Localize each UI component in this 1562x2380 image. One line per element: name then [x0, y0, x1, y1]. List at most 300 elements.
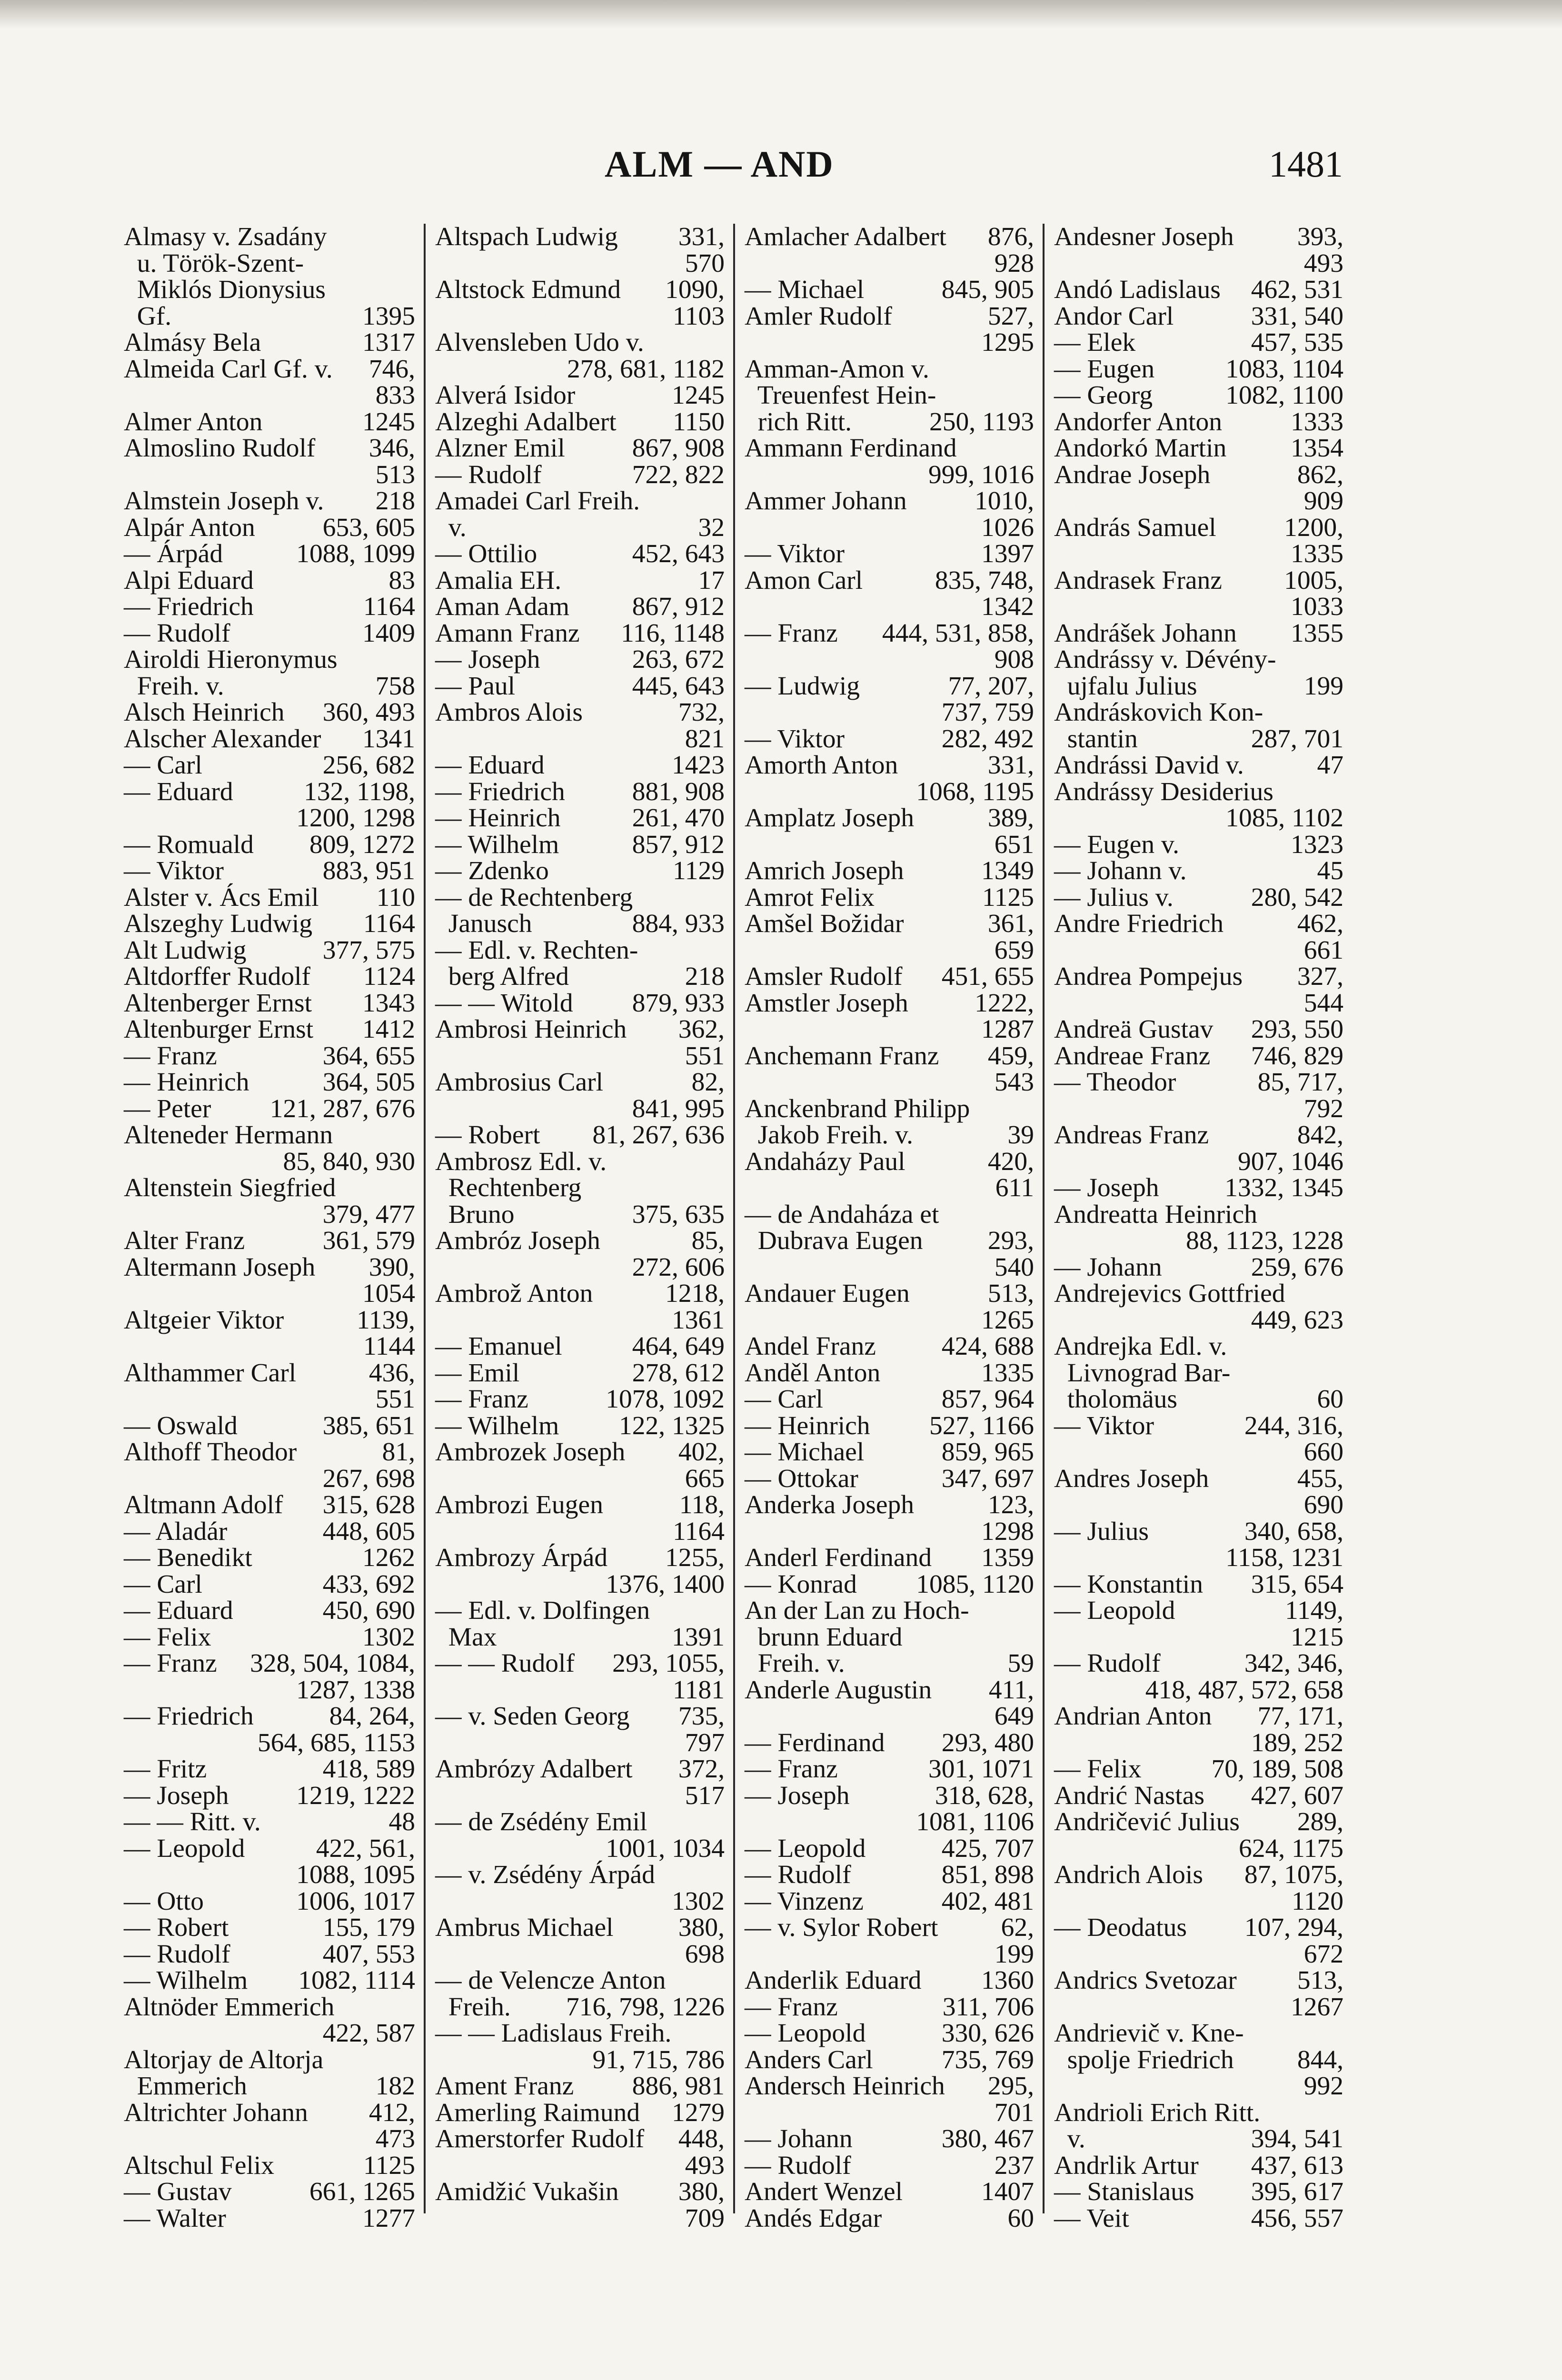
index-entry-line [435, 1809, 725, 1835]
entry-page-refs: 81, 267, 636 [592, 1121, 725, 1150]
index-entry-line [745, 1333, 1034, 1360]
index-entry-line [745, 1518, 1034, 1545]
entry-page-refs: 1149, [1285, 1596, 1343, 1625]
index-entry-line [124, 277, 415, 303]
entry-page-refs: 1006, 1017 [296, 1886, 415, 1916]
index-entry-line [745, 726, 1034, 753]
index-entry-line [745, 699, 1034, 726]
entry-name: Ambrozek Joseph [435, 1438, 626, 1467]
entry-name: Treuenfest Hein- [745, 381, 936, 410]
entry-name: — Wilhelm [124, 1966, 248, 1995]
index-entry-line [435, 2126, 725, 2152]
index-entry-line [435, 911, 725, 937]
index-entry-line [435, 277, 725, 303]
index-entry-line [435, 1096, 725, 1122]
index-entry-line [124, 1043, 415, 1070]
index-entry-line [1054, 224, 1343, 250]
entry-page-refs: 59 [1007, 1649, 1034, 1678]
entry-page-refs: 424, 688 [941, 1332, 1034, 1361]
index-entry-line [124, 858, 415, 884]
entry-name: Amerling Raimund [435, 2098, 640, 2127]
entry-name: Alster v. Ács Emil [124, 883, 319, 912]
entry-name: Altschul Felix [124, 2151, 275, 2180]
entry-page-refs: 422, 587 [322, 2019, 415, 2048]
index-entry-line [1054, 1360, 1343, 1387]
entry-name: Altrichter Johann [124, 2098, 308, 2127]
index-entry-line [745, 1571, 1034, 1598]
entry-page-refs: 1245 [672, 381, 725, 410]
entry-name: — Felix [124, 1622, 211, 1652]
index-entry-line [124, 2100, 415, 2126]
entry-name: — Aladár [124, 1517, 228, 1546]
entry-name: Altenburger Ernst [124, 1015, 314, 1044]
entry-name: Andrae Joseph [1054, 460, 1211, 489]
index-entry-line [1054, 488, 1343, 515]
index-entry-line [1054, 884, 1343, 911]
entry-name: — Ottilio [435, 539, 537, 568]
index-entry-line [1054, 1307, 1343, 1334]
entry-page-refs: 716, 798, 1226 [566, 1992, 725, 2022]
index-entry-line [124, 726, 415, 753]
entry-page-refs: 60 [1317, 1385, 1343, 1414]
index-entry-line [124, 1730, 415, 1756]
entry-page-refs: 199 [1303, 671, 1343, 701]
index-entry-line [745, 990, 1034, 1017]
entry-name: Altmann Adolf [124, 1490, 283, 1519]
entry-page-refs: 1245 [362, 407, 415, 436]
index-entry-line [1054, 752, 1343, 779]
entry-page-refs: 1395 [362, 301, 415, 331]
index-entry-line [1054, 462, 1343, 488]
index-entry-line [1054, 779, 1343, 805]
entry-name: — Carl [124, 1569, 202, 1599]
index-entry-line [1054, 541, 1343, 567]
entry-page-refs: 433, 692 [322, 1569, 415, 1599]
index-entry-line [435, 1439, 725, 1466]
index-entry-line [435, 1835, 725, 1862]
entry-page-refs: 272, 606 [632, 1252, 725, 1282]
index-entry-line [124, 2126, 415, 2152]
index-entry-line [435, 2100, 725, 2126]
entry-page-refs: 331, [678, 222, 725, 251]
entry-name: — Viktor [745, 539, 845, 568]
entry-name: — Benedikt [124, 1543, 252, 1572]
index-entry-line [435, 990, 725, 1017]
index-entry-line [124, 515, 415, 541]
index-entry-line [435, 356, 725, 383]
entry-page-refs: 450, 690 [322, 1596, 415, 1625]
entry-page-refs: 420, [987, 1147, 1034, 1176]
entry-name: Amšel Božidar [745, 909, 904, 938]
index-columns [114, 222, 1352, 2233]
index-entry-line [1054, 1730, 1343, 1756]
index-entry-line [435, 462, 725, 488]
index-entry-line [745, 224, 1034, 250]
index-entry-line [745, 1650, 1034, 1677]
entry-page-refs: 263, 672 [632, 645, 725, 674]
index-entry-line [745, 1096, 1034, 1122]
index-entry-line [124, 1518, 415, 1545]
index-entry-line [124, 779, 415, 805]
entry-name: Andreatta Heinrich [1054, 1200, 1257, 1229]
index-entry-line [1054, 2020, 1343, 2047]
entry-page-refs: 746, [368, 354, 415, 384]
index-entry-line [435, 2020, 725, 2047]
index-entry-line [1054, 1386, 1343, 1413]
entry-page-refs: 513, [1297, 1966, 1343, 1995]
entry-name: — Robert [435, 1121, 540, 1150]
entry-name: — de Velencze Anton [435, 1966, 666, 1995]
entry-page-refs: 48 [388, 1807, 415, 1836]
index-entry-line [435, 937, 725, 964]
entry-page-refs: 315, 628 [322, 1490, 415, 1519]
index-entry-line [435, 1492, 725, 1518]
entry-page-refs: 455, [1297, 1464, 1343, 1493]
entry-page-refs: 342, 346, [1244, 1649, 1343, 1678]
index-entry-line [435, 435, 725, 462]
index-entry-line [745, 1545, 1034, 1571]
page-number: 1481 [1269, 143, 1343, 185]
entry-page-refs: 418, 589 [322, 1755, 415, 1784]
entry-name: Anchemann Franz [745, 1041, 939, 1071]
index-entry-line [745, 594, 1034, 620]
entry-name: Andesner Joseph [1054, 222, 1234, 251]
index-entry-line [1054, 673, 1343, 700]
entry-name: Dubrava Eugen [745, 1226, 923, 1255]
entry-page-refs: 1342 [981, 592, 1034, 621]
entry-page-refs: 735, 769 [941, 2045, 1034, 2074]
index-entry-line [745, 409, 1034, 436]
index-entry-line [745, 832, 1034, 858]
entry-page-refs: 182 [375, 2072, 415, 2101]
entry-page-refs: 1335 [1291, 539, 1343, 568]
entry-page-refs: 1005, [1284, 565, 1343, 595]
index-column-2 [424, 222, 733, 2233]
index-entry-line [124, 1016, 415, 1043]
entry-page-refs: 394, 541 [1251, 2124, 1343, 2153]
index-entry-line [124, 884, 415, 911]
entry-name: — Georg [1054, 381, 1153, 410]
entry-page-refs: 256, 682 [322, 751, 415, 780]
entry-page-refs: 1359 [981, 1543, 1034, 1572]
index-entry-line [435, 1228, 725, 1254]
index-entry-line [1054, 1809, 1343, 1835]
index-entry-line [745, 1228, 1034, 1254]
index-entry-line [745, 1069, 1034, 1096]
entry-page-refs: 83 [388, 565, 415, 595]
entry-name: Andrássy Desiderius [1054, 777, 1273, 806]
entry-page-refs: 1302 [362, 1622, 415, 1652]
entry-name: — Franz [745, 1755, 838, 1784]
entry-name: v. [435, 513, 467, 542]
entry-name: Almasy v. Zsadány [124, 222, 327, 251]
entry-page-refs: 451, 655 [941, 962, 1034, 991]
entry-name: — Rudolf [435, 460, 542, 489]
entry-page-refs: 293, [987, 1226, 1034, 1255]
entry-page-refs: 698 [685, 1939, 725, 1969]
entry-page-refs: 85, 717, [1257, 1068, 1343, 1097]
entry-page-refs: 1407 [981, 2177, 1034, 2206]
entry-page-refs: 318, 628, [935, 1781, 1034, 1810]
entry-page-refs: 361, 579 [322, 1226, 415, 1255]
index-entry-line [745, 858, 1034, 884]
entry-name: — Elek [1054, 328, 1136, 357]
index-entry-line [745, 435, 1034, 462]
entry-page-refs: 116, 1148 [621, 618, 725, 648]
entry-page-refs: 651 [994, 830, 1034, 859]
entry-page-refs: 123, [987, 1490, 1034, 1519]
entry-page-refs: 1088, 1099 [296, 539, 415, 568]
entry-page-refs: 1150 [673, 407, 725, 436]
entry-name: Andrejka Edl. v. [1054, 1332, 1227, 1361]
index-entry-line [1054, 1254, 1343, 1281]
entry-page-refs: 661, 1265 [309, 2177, 415, 2206]
index-entry-line [124, 1439, 415, 1466]
index-entry-line [745, 1809, 1034, 1835]
entry-page-refs: 1103 [673, 301, 725, 331]
entry-name: Amrot Felix [745, 883, 875, 912]
entry-name: Livnograd Bar- [1054, 1358, 1231, 1388]
index-entry-line [435, 1254, 725, 1281]
entry-page-refs: 17 [698, 565, 725, 595]
entry-name: Amalia EH. [435, 565, 562, 595]
entry-name: — Leopold [124, 1834, 245, 1863]
entry-page-refs: 1125 [982, 883, 1034, 912]
entry-page-refs: 493 [1303, 248, 1343, 278]
index-entry-line [435, 1333, 725, 1360]
entry-page-refs: 1144 [363, 1332, 415, 1361]
index-entry-line [1054, 1149, 1343, 1175]
entry-page-refs: 237 [994, 2151, 1034, 2180]
entry-name: Amon Carl [745, 565, 863, 595]
index-entry-line [124, 1941, 415, 1968]
entry-page-refs: 390, [368, 1252, 415, 1282]
entry-name: Ambrus Michael [435, 1913, 614, 1942]
entry-page-refs: 659 [994, 935, 1034, 965]
entry-name: — Emanuel [435, 1332, 562, 1361]
entry-page-refs: 624, 1175 [1239, 1834, 1343, 1863]
index-entry-line [435, 1756, 725, 1783]
index-entry-line [1054, 2205, 1343, 2232]
index-entry-line [124, 1835, 415, 1862]
index-entry-line [1054, 594, 1343, 620]
entry-page-refs: 746, 829 [1251, 1041, 1343, 1071]
entry-name: An der Lan zu Hoch- [745, 1596, 969, 1625]
entry-page-refs: 493 [685, 2151, 725, 2180]
index-entry-line [1054, 1756, 1343, 1783]
entry-page-refs: 45 [1317, 856, 1343, 885]
entry-page-refs: 448, 605 [322, 1517, 415, 1546]
entry-page-refs: 1085, 1102 [1225, 803, 1343, 833]
entry-name: Max [435, 1622, 497, 1652]
index-entry-line [1054, 911, 1343, 937]
index-entry-line [1054, 1069, 1343, 1096]
entry-name: — Joseph [745, 1781, 850, 1810]
entry-page-refs: 737, 759 [941, 698, 1034, 727]
entry-name: — Heinrich [745, 1411, 870, 1440]
index-entry-line [124, 1756, 415, 1783]
entry-page-refs: 797 [685, 1728, 725, 1757]
entry-name: Amman-Amon v. [745, 354, 929, 384]
entry-name: Andrić Nastas [1054, 1781, 1204, 1810]
entry-page-refs: 295, [987, 2072, 1034, 2101]
index-entry-line [124, 1280, 415, 1307]
entry-name: Almásy Bela [124, 328, 261, 357]
entry-page-refs: 155, 179 [322, 1913, 415, 1942]
index-entry-line [435, 699, 725, 726]
entry-page-refs: 1302 [672, 1886, 725, 1916]
entry-page-refs: 665 [685, 1464, 725, 1493]
index-entry-line [435, 1122, 725, 1149]
entry-page-refs: 649 [994, 1702, 1034, 1731]
index-entry-line [435, 752, 725, 779]
index-entry-line [1054, 1888, 1343, 1915]
index-entry-line [435, 1783, 725, 1809]
entry-name: — Stanislaus [1054, 2177, 1194, 2206]
entry-page-refs: 362, [678, 1015, 725, 1044]
entry-name: — Rudolf [124, 1939, 230, 1969]
entry-page-refs: 859, 965 [941, 1438, 1034, 1467]
index-entry-line [124, 594, 415, 620]
entry-name: brunn Eduard [745, 1622, 903, 1652]
index-entry-line [124, 805, 415, 832]
entry-name: — Eugen v. [1054, 830, 1180, 859]
index-entry-line [745, 779, 1034, 805]
entry-page-refs: 1081, 1106 [916, 1807, 1034, 1836]
entry-name: Alter Franz [124, 1226, 245, 1255]
index-entry-line [124, 1360, 415, 1387]
index-entry-line [1054, 515, 1343, 541]
index-entry-line [745, 2047, 1034, 2073]
entry-name: — Ferdinand [745, 1728, 885, 1757]
entry-page-refs: 380, 467 [941, 2124, 1034, 2153]
index-entry-line [745, 2073, 1034, 2100]
index-entry-line [124, 1783, 415, 1809]
index-entry-line [745, 329, 1034, 356]
index-entry-line [124, 250, 415, 277]
entry-name: Amerstorfer Rudolf [435, 2124, 645, 2153]
index-entry-line [124, 435, 415, 462]
entry-page-refs: 883, 951 [322, 856, 415, 885]
index-entry-line [435, 2073, 725, 2100]
entry-page-refs: 88, 1123, 1228 [1186, 1226, 1343, 1255]
index-entry-line [435, 1994, 725, 2021]
entry-name: — Rudolf [124, 618, 230, 648]
entry-page-refs: 418, 487, 572, 658 [1145, 1675, 1343, 1705]
entry-page-refs: 999, 1016 [928, 460, 1034, 489]
entry-name: — Robert [124, 1913, 229, 1942]
index-entry-line [1054, 620, 1343, 647]
entry-name: — Viktor [1054, 1411, 1154, 1440]
index-entry-line [124, 1386, 415, 1413]
index-entry-line [745, 1413, 1034, 1439]
entry-page-refs: 32 [698, 513, 725, 542]
index-entry-line [124, 646, 415, 673]
index-entry-line [435, 1280, 725, 1307]
entry-page-refs: 427, 607 [1251, 1781, 1343, 1810]
index-entry-line [745, 2179, 1034, 2205]
index-entry-line [1054, 1994, 1343, 2021]
entry-page-refs: 909 [1303, 486, 1343, 516]
entry-page-refs: 395, 617 [1251, 2177, 1343, 2206]
index-entry-line [435, 224, 725, 250]
entry-name: Anderka Joseph [745, 1490, 915, 1519]
entry-name: Ammann Ferdinand [745, 434, 957, 463]
entry-page-refs: 91, 715, 786 [592, 2045, 725, 2074]
index-entry-line [435, 594, 725, 620]
entry-page-refs: 844, [1297, 2045, 1343, 2074]
index-entry-line [1054, 726, 1343, 753]
index-entry-line [1054, 1597, 1343, 1624]
index-entry-line [1054, 1571, 1343, 1598]
entry-name: Althoff Theodor [124, 1438, 297, 1467]
index-entry-line [745, 1201, 1034, 1228]
entry-page-refs: 121, 287, 676 [269, 1094, 415, 1123]
index-entry-line [1054, 356, 1343, 383]
index-entry-line [1054, 1466, 1343, 1492]
entry-name: Alscher Alexander [124, 724, 321, 754]
index-entry-line [1054, 1862, 1343, 1888]
index-entry-line [1054, 1096, 1343, 1122]
entry-page-refs: 1361 [672, 1305, 725, 1335]
index-entry-line [435, 1307, 725, 1334]
entry-name: Alzner Emil [435, 434, 565, 463]
index-entry-line [124, 462, 415, 488]
index-entry-line [745, 1360, 1034, 1387]
entry-name: — Felix [1054, 1755, 1142, 1784]
entry-name: — Franz [124, 1041, 217, 1071]
entry-name: Amidžić Vukašin [435, 2177, 619, 2206]
entry-name: Almoslino Rudolf [124, 434, 316, 463]
index-entry-line [124, 1122, 415, 1149]
index-entry-line [745, 250, 1034, 277]
entry-page-refs: 735, [678, 1702, 725, 1731]
entry-name: Altorjay de Altorja [124, 2045, 324, 2074]
entry-page-refs: 407, 553 [322, 1939, 415, 1969]
entry-page-refs: 301, 1071 [928, 1755, 1034, 1784]
index-entry-line [745, 1624, 1034, 1651]
entry-page-refs: 393, [1297, 222, 1343, 251]
entry-page-refs: 1164 [673, 1517, 725, 1546]
index-entry-line [435, 329, 725, 356]
entry-page-refs: 513, [987, 1279, 1034, 1308]
entry-name: — Zdenko [435, 856, 549, 885]
index-entry-line [435, 567, 725, 594]
entry-name: — Ludwig [745, 671, 860, 701]
entry-name: Altenstein Siegfried [124, 1173, 336, 1202]
entry-name: Ambrozy Árpád [435, 1543, 608, 1572]
entry-page-refs: 1343 [362, 988, 415, 1018]
entry-name: Andert Wenzel [745, 2177, 903, 2206]
entry-name: — Eduard [124, 777, 233, 806]
index-entry-line [745, 1783, 1034, 1809]
entry-name: — Leopold [1054, 1596, 1175, 1625]
entry-page-refs: 886, 981 [632, 2072, 725, 2101]
entry-page-refs: 551 [375, 1385, 415, 1414]
index-entry-line [435, 1175, 725, 1201]
entry-page-refs: 879, 933 [632, 988, 725, 1018]
index-entry-line [745, 1967, 1034, 1994]
entry-name: — Viktor [124, 856, 224, 885]
entry-name: Almeida Carl Gf. v. [124, 354, 333, 384]
index-entry-line [435, 303, 725, 330]
entry-name: — Árpád [124, 539, 223, 568]
index-entry-line [124, 1069, 415, 1096]
entry-name: Andaházy Paul [745, 1147, 905, 1176]
index-entry-line [1054, 1941, 1343, 1968]
index-entry-line [124, 673, 415, 700]
entry-page-refs: 1412 [362, 1015, 415, 1044]
